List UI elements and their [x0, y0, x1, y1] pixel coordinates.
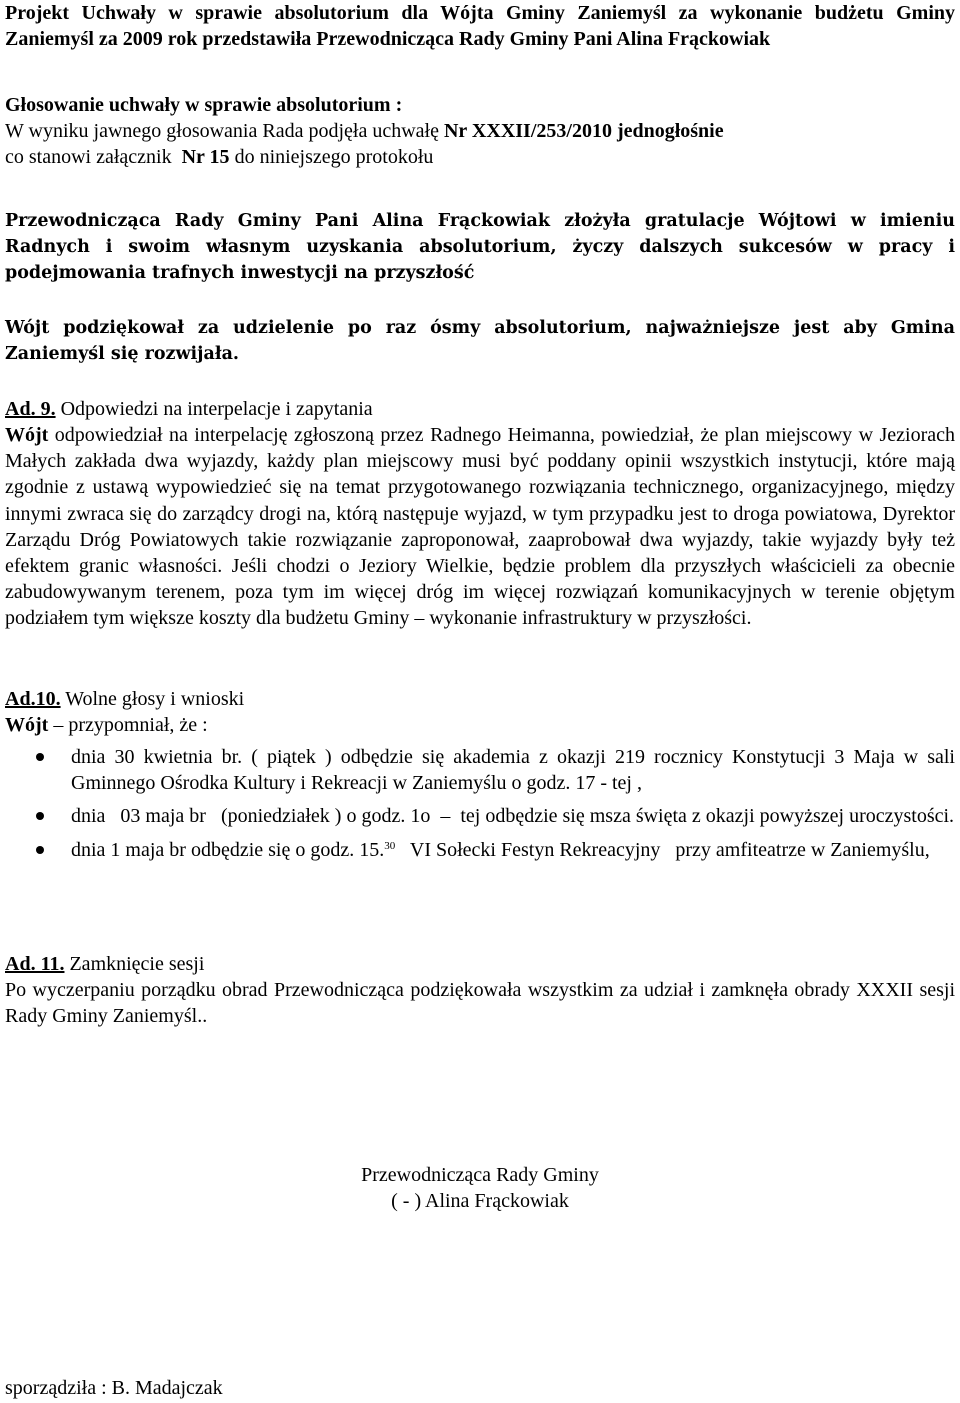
prepared-by: sporządziła : B. Madajczak — [5, 1377, 223, 1399]
ad10-intro-text: – przypomniał, że : — [48, 714, 208, 736]
glosowanie-zal: Nr 15 — [181, 146, 230, 169]
ad9-label: Ad. 9. — [5, 398, 56, 420]
ad10-list — [5, 744, 955, 863]
list-item — [5, 744, 955, 796]
glosowanie-block — [5, 92, 955, 171]
list-item — [5, 837, 955, 863]
podziekowanie-paragraph: Wójt podziękował za udzielenie po raz ósmy absolutorium, najważniejsze jest aby Gmina Zaniemyśl się rozwijała. — [5, 318, 955, 365]
glosowanie-text-2: co stanowi załącznik — [5, 146, 182, 169]
ad9-speaker: Wójt — [5, 424, 49, 446]
glosowanie-text-1: W wyniku jawnego głosowania Rada podjęła uchwałę — [5, 120, 444, 143]
ad10-speaker: Wójt — [5, 714, 49, 736]
ad11-heading — [5, 951, 955, 977]
ad10-intro — [5, 712, 955, 738]
bullet-icon — [36, 812, 44, 820]
list-item-text: dnia 30 kwietnia br. ( piątek ) odbędzie się akademia z okazji 219 rocznicy Konstytucji 3 Maja w sali Gminnego Ośrodka Kultury i Rekreacji w Zaniemyślu o godz. 17 - tej , — [71, 746, 955, 795]
projekt-paragraph: Projekt Uchwały w sprawie absolutorium dla Wójta Gminy Zaniemyśl za wykonanie budżetu Gminy Zaniemyśl za 2009 rok przedstawiła Przewodnicząca Rady Gminy Pani Alina Frąckowiak — [5, 2, 955, 51]
glosowanie-text-3: do niniejszego protokołu — [229, 146, 434, 169]
signature-role: Przewodnicząca Rady Gminy — [361, 1164, 599, 1186]
list-item-text-a: dnia 1 maja br odbędzie się o godz. 15. — [71, 838, 385, 861]
ad9-heading — [5, 396, 955, 422]
ad10-label: Ad.10. — [5, 688, 61, 710]
bullet-icon — [36, 846, 44, 854]
ad10-title: Wolne głosy i wnioski — [60, 688, 245, 710]
signature-name: ( - ) Alina Frąckowiak — [391, 1190, 569, 1212]
ad9-paragraph — [5, 422, 955, 632]
ad9-title: Odpowiedzi na interpelacje i zapytania — [55, 398, 373, 420]
list-item-text-b: VI Sołecki Festyn Rekreacyjny przy amfiteatrze w Zaniemyślu, — [395, 838, 930, 861]
list-item-text: dnia 03 maja br (poniedziałek ) o godz. 1o – tej odbędzie się msza święta z okazji powyższej uroczystości. — [71, 805, 955, 828]
glosowanie-jednoglosnie: jednogłośnie — [611, 120, 724, 143]
ad10-heading — [5, 686, 955, 712]
ad9-text: odpowiedział na interpelację zgłoszoną przez Radnego Heimanna, powiedział, że plan miejscowy w Jeziorach Małych zakłada dwa wyjazdy, każdy plan miejscowy musi być poddany opinii wszystkich instytucji, które mają zgodnie z ustawą wypowiedzieć się na temat przygotowanego rozwiązania technicznego, organizacyjnego, między innymi zwraca się do zarządcy drogi na, którą następuje wyjazd, w tym przypadku jest to droga powiatowa, Dyrektor Zarządu Dróg Powiatowych takie rozwiązanie zaproponował, zaaprobował dwa wyjazdy, takie wyjazdy były też efektem granic własności. Jeśli chodzi o Jeziory Wielkie, będzie problem dla przyszłych właścicieli za obecnie zabudowywanym terenem, poza tym im więcej dróg im więcej rozwiązań komunikacyjnych w terenie objętym podziałem tym większe koszty dla budżetu Gminy – wykonanie infrastruktury w przyszłości. — [5, 424, 955, 630]
ad11-label: Ad. 11. — [5, 953, 65, 975]
glosowanie-heading: Głosowanie uchwały w sprawie absolutorium : — [5, 94, 403, 116]
list-item — [5, 803, 955, 829]
gratulacje-paragraph: Przewodnicząca Rady Gminy Pani Alina Frąckowiak złożyła gratulacje Wójtowi w imieniu Radnych i swoim własnym uzyskania absolutorium, życzy dalszych sukcesów w pracy i podejmowania trafnych inwestycji na przyszłość — [5, 211, 955, 284]
list-item-sup: 30 — [384, 839, 396, 852]
glosowanie-nr: Nr XXXII/253/2010 — [443, 120, 612, 143]
ad11-title: Zamknięcie sesji — [64, 953, 205, 975]
ad11-paragraph: Po wyczerpaniu porządku obrad Przewodnicząca podziękowała wszystkim za udział i zamknęła obrady XXXII sesji Rady Gminy Zaniemyśl.. — [5, 979, 955, 1028]
bullet-icon — [36, 753, 44, 761]
